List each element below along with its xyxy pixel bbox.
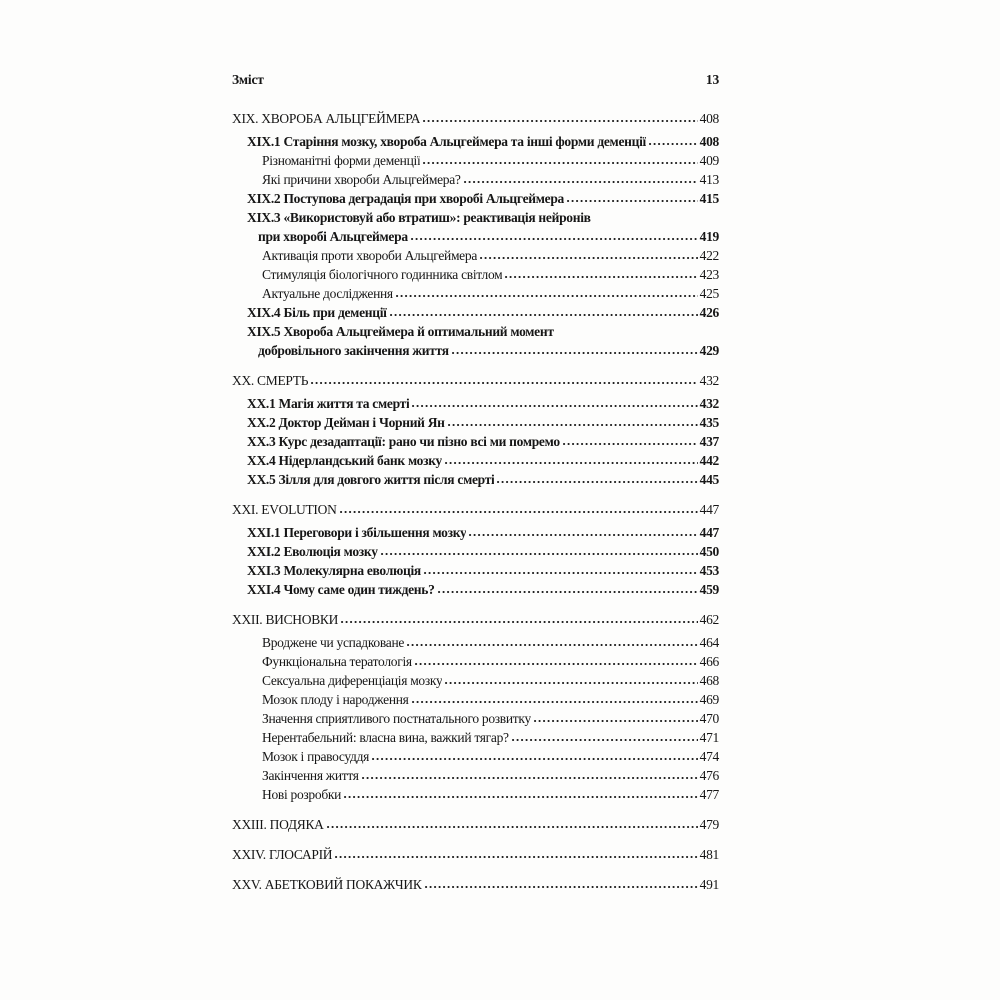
toc-entry-title: XXII. ВИСНОВКИ <box>232 612 339 627</box>
toc-entry-page: 426 <box>699 305 719 320</box>
dot-leader <box>448 423 698 427</box>
toc-entry <box>232 303 719 322</box>
toc-entry-page: 469 <box>699 692 719 707</box>
toc-entry-page: 415 <box>699 191 719 206</box>
dot-leader <box>534 719 698 723</box>
toc-entry-page: 474 <box>699 749 719 764</box>
toc-entry <box>232 227 719 246</box>
toc-entry-title: Вроджене чи успадковане <box>262 635 405 650</box>
dot-leader <box>372 757 698 761</box>
toc-entry-title: Сексуальна диференціація мозку <box>262 673 443 688</box>
toc-entry <box>232 394 719 413</box>
toc-entry-title: Активація проти хвороби Альцгеймера <box>262 248 478 263</box>
toc-entry-title: Які причини хвороби Альцгеймера? <box>262 172 461 187</box>
dot-leader <box>381 552 698 556</box>
toc-entry <box>232 671 719 690</box>
toc-entry-title: Мозок і правосуддя <box>262 749 370 764</box>
dot-leader <box>362 776 698 780</box>
toc-entry-title: XXI. EVOLUTION <box>232 502 337 517</box>
dot-leader <box>480 256 698 260</box>
toc-entry-page: 470 <box>699 711 719 726</box>
toc-entry-title: Стимуляція біологічного годинника світлом <box>262 267 503 282</box>
toc-entry <box>232 709 719 728</box>
toc-section <box>232 610 719 804</box>
toc-entry-page: 477 <box>699 787 719 802</box>
toc-entry-title: XXIII. ПОДЯКА <box>232 817 324 832</box>
toc-entry-page: 409 <box>699 153 719 168</box>
dot-leader <box>340 510 698 514</box>
toc-entry-page: 445 <box>699 472 719 487</box>
toc-entry <box>232 523 719 542</box>
toc-entry <box>232 747 719 766</box>
toc-entry <box>232 413 719 432</box>
toc-entry-title: Актуальне дослідження <box>262 286 393 301</box>
toc-entry <box>232 610 719 629</box>
toc-entry-page: 459 <box>699 582 719 597</box>
dot-leader <box>464 180 698 184</box>
toc-entry-page: 419 <box>699 229 719 244</box>
toc-entry-page: 481 <box>699 847 719 862</box>
toc-entry <box>232 341 719 360</box>
toc-entry-title: XXIV. ГЛОСАРІЙ <box>232 847 333 862</box>
page-content <box>232 70 719 898</box>
dot-leader <box>452 351 698 355</box>
toc-entry <box>232 322 719 341</box>
dot-leader <box>497 480 697 484</box>
toc-entry-title: Різноманітні форми деменції <box>262 153 421 168</box>
toc-section <box>232 109 719 360</box>
toc-entry <box>232 728 719 747</box>
dot-leader <box>423 119 697 123</box>
toc-entry-title: XX.5 Зілля для довгого життя після смерті <box>247 472 495 487</box>
toc-entry <box>232 432 719 451</box>
dot-leader <box>415 662 698 666</box>
toc-entry-title: XX.2 Доктор Дейман і Чорний Ян <box>247 415 445 430</box>
toc-entry-page: 447 <box>699 502 719 517</box>
toc-entry-title: Закінчення життя <box>262 768 359 783</box>
toc-entry-title: XIX.2 Поступова деградація при хворобі Альцгеймера <box>247 191 564 206</box>
toc-entry <box>232 109 719 128</box>
toc-entry-page: 468 <box>699 673 719 688</box>
dot-leader <box>411 237 698 241</box>
toc-entry-page: 423 <box>699 267 719 282</box>
toc-section <box>232 371 719 489</box>
toc-entry-page: 447 <box>699 525 719 540</box>
toc-entry-title: XX. СМЕРТЬ <box>232 373 309 388</box>
toc-entry <box>232 561 719 580</box>
toc-entry-page: 491 <box>699 877 719 892</box>
dot-leader <box>425 885 698 889</box>
toc-entry-page: 432 <box>699 373 719 388</box>
running-head <box>232 70 719 89</box>
toc-entry <box>232 284 719 303</box>
dot-leader <box>445 461 698 465</box>
toc-entry <box>232 170 719 189</box>
dot-leader <box>512 738 698 742</box>
toc-entry <box>232 470 719 489</box>
toc-entry-title: Значення сприятливого постнатального розвитку <box>262 711 531 726</box>
toc-entry-page: 408 <box>699 134 719 149</box>
toc-entry-page: 471 <box>699 730 719 745</box>
toc <box>232 109 719 894</box>
dot-leader <box>445 681 697 685</box>
toc-entry-page: 476 <box>699 768 719 783</box>
toc-entry-title: XIX.4 Біль при деменції <box>247 305 387 320</box>
toc-entry <box>232 690 719 709</box>
dot-leader <box>423 161 697 165</box>
toc-entry <box>232 500 719 519</box>
dot-leader <box>341 620 698 624</box>
toc-entry-page: 425 <box>699 286 719 301</box>
toc-entry-page: 479 <box>699 817 719 832</box>
toc-entry-title: XXI.3 Молекулярна еволюція <box>247 563 421 578</box>
toc-entry <box>232 151 719 170</box>
dot-leader <box>649 142 698 146</box>
dot-leader <box>567 199 698 203</box>
toc-entry-title: XX.1 Магія життя та смерті <box>247 396 410 411</box>
page-number: 13 <box>705 72 719 87</box>
toc-entry-title: XIX.3 «Використовуй або втратиш»: реактивація нейронів <box>247 210 591 225</box>
toc-entry-page: 464 <box>699 635 719 650</box>
dot-leader <box>311 381 697 385</box>
dot-leader <box>438 590 698 594</box>
toc-section <box>232 500 719 599</box>
dot-leader <box>563 442 698 446</box>
dot-leader <box>412 404 697 408</box>
toc-entry-page: 435 <box>699 415 719 430</box>
dot-leader <box>390 313 698 317</box>
dot-leader <box>412 700 698 704</box>
toc-entry-title: XIX.5 Хвороба Альцгеймера й оптимальний момент <box>247 324 554 339</box>
toc-entry-page: 429 <box>699 343 719 358</box>
toc-entry-title: Мозок плоду і народження <box>262 692 409 707</box>
toc-entry-title: XXI.4 Чому саме один тиждень? <box>247 582 435 597</box>
toc-section <box>232 815 719 834</box>
toc-entry <box>232 246 719 265</box>
toc-entry-page: 432 <box>699 396 719 411</box>
toc-entry-title: XXV. АБЕТКОВИЙ ПОКАЖЧИК <box>232 877 422 892</box>
toc-section <box>232 875 719 894</box>
page-header-title: Зміст <box>232 72 264 87</box>
toc-entry-page: 442 <box>699 453 719 468</box>
toc-entry-page: 450 <box>699 544 719 559</box>
toc-entry <box>232 652 719 671</box>
toc-entry <box>232 542 719 561</box>
toc-entry-title: Нерентабельний: власна вина, важкий тягар? <box>262 730 509 745</box>
toc-entry-page: 466 <box>699 654 719 669</box>
toc-entry <box>232 371 719 390</box>
dot-leader <box>424 571 698 575</box>
toc-entry-page: 413 <box>699 172 719 187</box>
dot-leader <box>335 855 697 859</box>
toc-entry <box>232 580 719 599</box>
toc-entry <box>232 785 719 804</box>
toc-entry <box>232 265 719 284</box>
toc-entry <box>232 875 719 894</box>
toc-entry <box>232 451 719 470</box>
toc-section <box>232 845 719 864</box>
dot-leader <box>469 533 697 537</box>
toc-entry-page: 462 <box>699 612 719 627</box>
toc-entry-title: Нові розробки <box>262 787 342 802</box>
toc-entry-title: XXI.1 Переговори і збільшення мозку <box>247 525 467 540</box>
toc-entry-page: 453 <box>699 563 719 578</box>
toc-entry-title: Функціональна тератологія <box>262 654 412 669</box>
toc-entry <box>232 633 719 652</box>
toc-entry-title: XX.4 Нідерландський банк мозку <box>247 453 442 468</box>
dot-leader <box>327 825 698 829</box>
dot-leader <box>344 795 698 799</box>
toc-entry-title: XIX. ХВОРОБА АЛЬЦГЕЙМЕРА <box>232 111 421 126</box>
toc-entry-title: XXI.2 Еволюція мозку <box>247 544 378 559</box>
dot-leader <box>407 643 698 647</box>
toc-entry-title: XX.3 Курс дезадаптації: рано чи пізно всі ми помремо <box>247 434 560 449</box>
toc-entry <box>232 766 719 785</box>
toc-entry-title: при хворобі Альцгеймера <box>258 229 408 244</box>
toc-entry-page: 437 <box>699 434 719 449</box>
toc-entry <box>232 845 719 864</box>
toc-entry <box>232 815 719 834</box>
toc-entry-page: 422 <box>699 248 719 263</box>
toc-entry-title: XIX.1 Старіння мозку, хвороба Альцгеймера та інші форми деменції <box>247 134 646 149</box>
dot-leader <box>396 294 698 298</box>
toc-entry-title: добровільного закінчення життя <box>258 343 449 358</box>
toc-entry-page: 408 <box>699 111 719 126</box>
toc-entry <box>232 189 719 208</box>
toc-entry <box>232 132 719 151</box>
dot-leader <box>505 275 697 279</box>
toc-entry <box>232 208 719 227</box>
